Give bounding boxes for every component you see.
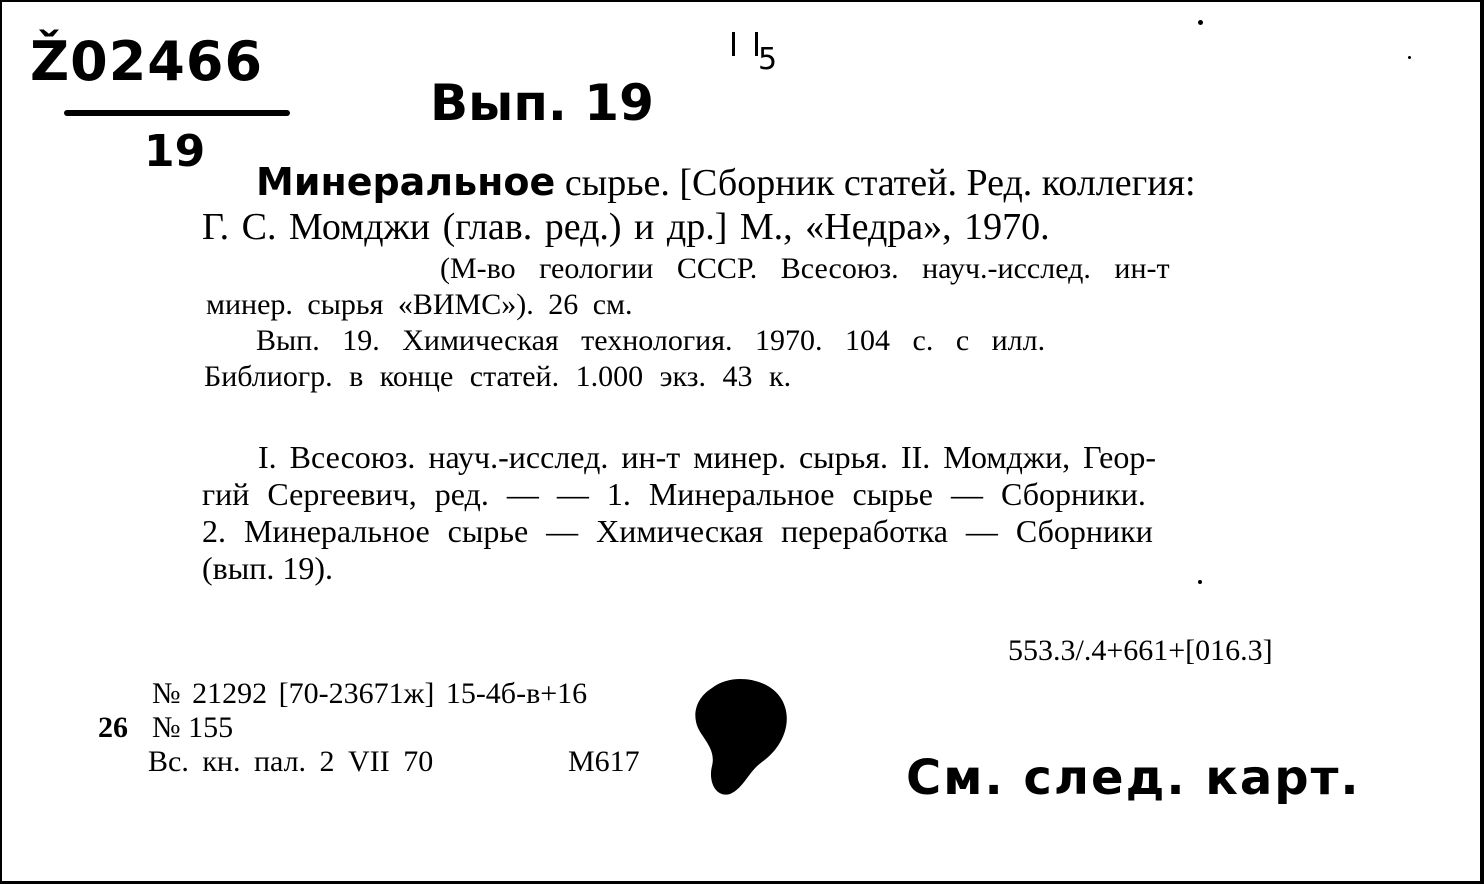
desc-line-5: Вып. 19. Химическая технология. 1970. 104 с. с илл. xyxy=(256,324,1046,357)
footer-line-1: № 21292 [70-23671ж] 15-4б-в+16 xyxy=(152,677,588,710)
issue-note-handwritten: Вып. 19 xyxy=(430,74,654,132)
title-line-2: Г. С. Момджи (глав. ред.) и др.] М., «Недра», 1970. xyxy=(202,206,1050,248)
speck-3 xyxy=(1408,56,1411,59)
title-line-1 xyxy=(256,160,1196,205)
subjects-line-3: 2. Минеральное сырье — Химическая переработка — Сборники xyxy=(202,513,1153,549)
ink-blot xyxy=(682,670,794,800)
footer-side-number: 26 xyxy=(98,711,128,744)
next-card-note-handwritten: См. след. карт. xyxy=(906,750,1361,806)
subjects-line-4: (вып. 19). xyxy=(202,550,334,586)
title-line-1-rest: сырье. [Сборник статей. Ред. коллегия: xyxy=(555,162,1196,204)
desc-line-4: минер. сырья «ВИМС»). 26 см. xyxy=(206,288,633,321)
desc-line-3: (М-во геологии СССР. Всесоюз. науч.-исслед. ин-т xyxy=(440,252,1170,285)
call-number-handwritten: Ž02466 xyxy=(30,30,264,93)
desc-line-6: Библиогр. в конце статей. 1.000 экз. 43 к. xyxy=(204,360,792,393)
handwritten-19: 19 xyxy=(144,126,206,177)
footer-line-3-right: М617 xyxy=(568,745,640,778)
subjects-line-1: I. Всесоюз. науч.-исслед. ин-т минер. сырья. II. Момджи, Геор- xyxy=(258,439,1157,475)
footer-line-3-left: Вс. кн. пал. 2 VII 70 xyxy=(148,745,434,778)
classification-code: 553.3/.4+661+[016.3] xyxy=(1008,634,1273,667)
subjects-line-2: гий Сергеевич, ред. — — 1. Минеральное сырье — Сборники. xyxy=(202,476,1146,512)
top-mark-5: 5 xyxy=(758,42,778,77)
call-number-underline xyxy=(64,110,290,116)
footer-line-2: № 155 xyxy=(152,711,234,744)
title-bold: Минеральное xyxy=(256,160,556,204)
catalog-card xyxy=(2,2,1480,881)
speck-1 xyxy=(1198,20,1203,25)
top-tick-marks xyxy=(732,32,758,56)
speck-2 xyxy=(1198,580,1202,584)
